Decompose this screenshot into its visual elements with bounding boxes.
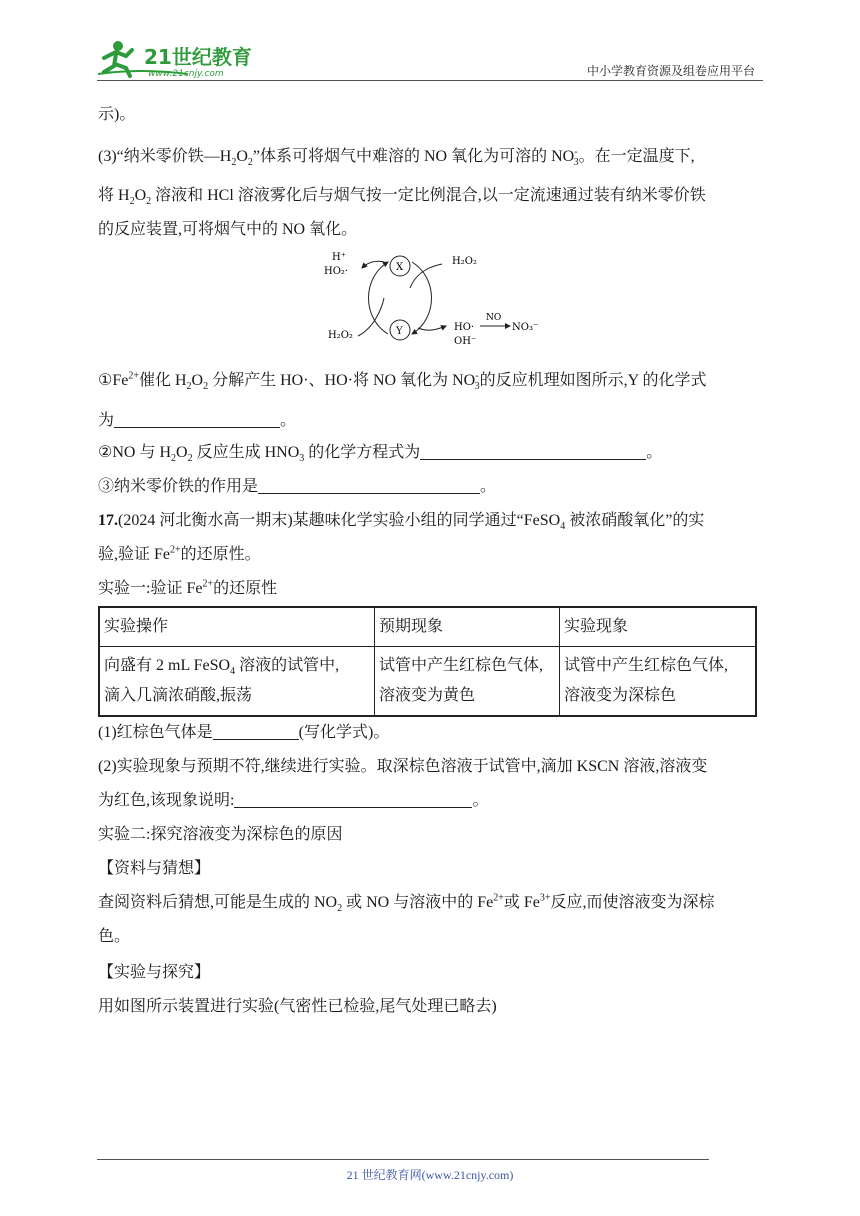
table-header-row [99, 607, 756, 647]
exp2-title: 实验二:探究溶液变为深棕色的原因 [98, 826, 343, 843]
q17-part2-line1: (2)实验现象与预期不符,继续进行实验。取深棕色溶液于试管中,滴加 KSCN 溶液,溶液变 [98, 758, 708, 775]
section-bracket-1: 【资料与猜想】 [98, 860, 211, 877]
answer-blank[interactable] [114, 411, 280, 428]
guess-line1: 查阅资料后猜想,可能是生成的 $NO_2$ 或 NO 与溶液中的 $Fe^{2+}$或 $Fe^{3+}$反应,而使溶液变为深棕 [98, 892, 715, 915]
table-cell-expected: 试管中产生红棕色气体, 溶液变为黄色 [375, 647, 560, 717]
logo-text: 21世纪教育 [144, 45, 252, 69]
q17-line2: 验,验证 $Fe^{2+}$的还原性。 [98, 544, 261, 563]
q3-sub1: $①Fe^{2+}$催化 $H_2O_2$ 分解产生 HO·、HO·将 NO 氧化为 $NO^-_3$的反应机理如图所示,Y 的化学式 [98, 370, 707, 393]
q3-sub1-answer: 为 。 [98, 412, 297, 429]
label-h2o2-top: H₂O₂ [452, 256, 477, 267]
section-bracket-2: 【实验与探究】 [98, 964, 211, 981]
footer-link[interactable]: 21 世纪教育网(www.21cnjy.com) [346, 1168, 514, 1182]
exp1-title: 实验一:验证 $Fe^{2+}$的还原性 [98, 578, 278, 597]
answer-blank[interactable] [234, 791, 472, 808]
table-cell-operation: 向盛有 2 mL FeSO$_4$ 溶液的试管中, 滴入几滴浓硝酸,振荡 [99, 647, 375, 717]
q17-part2-line2: 为红色,该现象说明: 。 [98, 792, 489, 809]
label-ho: HO· [454, 322, 475, 333]
node-y-label: Y [396, 326, 403, 337]
answer-blank[interactable] [213, 723, 299, 740]
table-row [99, 647, 756, 717]
reaction-mechanism-diagram [322, 248, 542, 356]
logo-url: www.21cnjy.com [148, 69, 224, 79]
table-header: 实验现象 [560, 607, 757, 647]
label-h2o2-bottom: H₂O₂ [328, 330, 353, 341]
experiment-table [98, 606, 757, 717]
apparatus-line: 用如图所示装置进行实验(气密性已检验,尾气处理已略去) [98, 998, 497, 1015]
q3-sub2: ②NO 与 $H_2O_2$ 反应生成 $HNO_3$ 的化学方程式为 。 [98, 444, 663, 465]
q17-part1: (1)红棕色气体是 (写化学式)。 [98, 724, 390, 741]
q3-intro: (3)“纳米零价铁$—H_2O_2$”体系可将烟气中难溶的 NO 氧化为可溶的 $NO^-_3$。在一定温度下, [98, 146, 695, 169]
site-tagline: 中小学教育资源及组卷应用平台 [586, 64, 755, 78]
answer-blank[interactable] [420, 443, 646, 460]
text-line: 的反应装置,可将烟气中的 NO 氧化。 [98, 221, 358, 238]
table-header: 预期现象 [375, 607, 560, 647]
text-line: 示)。 [98, 106, 136, 123]
label-ho2: HO₂· [324, 266, 349, 277]
guess-line2: 色。 [98, 928, 131, 945]
arrow-label-no: NO [486, 313, 502, 323]
answer-blank[interactable] [258, 477, 480, 494]
label-oh: OH⁻ [454, 336, 477, 347]
label-h-plus: H⁺ [332, 252, 346, 263]
footer-divider [97, 1159, 709, 1160]
label-no3: NO₃⁻ [512, 322, 539, 333]
node-x-label: X [396, 262, 404, 273]
q17-line1: 17.(2024 河北衡水高一期末)某趣味化学实验小组的同学通过“FeSO$_4$ 被浓硝酸氧化”的实 [98, 512, 705, 533]
text-line: 将 $H_2O_2$ 溶液和 HCl 溶液雾化后与烟气按一定比例混合,以一定流速通过装有纳米零价铁 [98, 187, 706, 208]
q3-sub3: ③纳米零价铁的作用是 。 [98, 478, 497, 495]
table-header: 实验操作 [99, 607, 375, 647]
table-cell-observed: 试管中产生红棕色气体, 溶液变为深棕色 [560, 647, 757, 717]
header-divider [97, 80, 763, 81]
site-logo [96, 38, 266, 80]
